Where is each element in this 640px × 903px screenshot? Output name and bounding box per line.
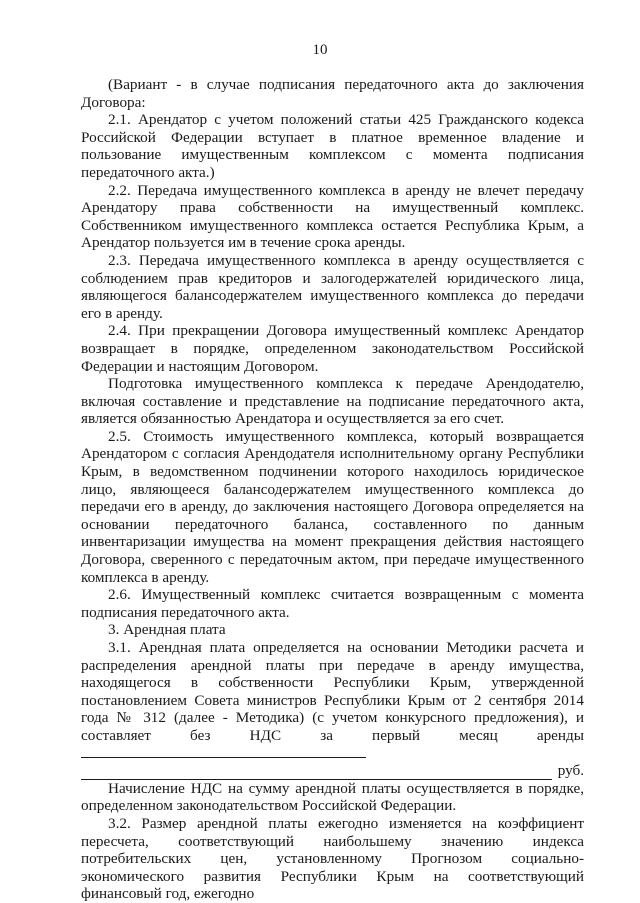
- paragraph-2-4: 2.4. При прекращении Договора имущественный комплекс Арендатор возвращает в порядке, определенном законодательством Российской Федерации и настоящим Договором.: [81, 322, 584, 375]
- section-3-heading: 3. Арендная плата: [108, 621, 226, 639]
- amount-blank-line: [81, 745, 366, 758]
- paragraph-3-2: 3.2. Размер арендной платы ежегодно изменяется на коэффициент пересчета, соответствующий наибольшему значению индекса потребительских цен, установленному Прогнозом социально-экономического развития Республики Крым на соответствующий финансовый год, ежегодно: [81, 814, 584, 903]
- currency-label: руб.: [557, 762, 584, 780]
- amount-continuation-line: [81, 762, 584, 780]
- paragraph-2-1: 2.1. Арендатор с учетом положений статьи 425 Гражданского кодекса Российской Федерации вступает в платное временное владение и пользование имущественным комплексом с момента подписания передаточного акта.): [81, 111, 584, 181]
- paragraph-2-6: 2.6. Имущественный комплекс считается возвращенным с момента подписания передаточного акта.: [81, 586, 584, 621]
- paragraph-variant: (Вариант - в случае подписания передаточного акта до заключения Договора:: [81, 76, 584, 111]
- paragraph-2-5: 2.5. Стоимость имущественного комплекса, который возвращается Арендатором с согласия Арендодателя исполнительному органу Республики Крым, в ведомственном подчинении которого находилось юридическое лицо, являющееся балансодержателем имущественного комплекса до передачи его в аренду, до заключения настоящего Договора определяется на основании передаточного баланса, составленного по данным инвентаризации имущества на момент прекращения действия настоящего Договора, сверенного с передаточным актом, при передаче имущественного комплекса в аренду.: [81, 427, 584, 586]
- paragraph-nds: Начисление НДС на сумму арендной платы осуществляется в порядке, определенном законодательством Российской Федерации.: [81, 779, 584, 815]
- document-body: [81, 76, 584, 903]
- paragraph-2-3: 2.3. Передача имущественного комплекса в аренду осуществляется с соблюдением прав кредиторов и залогодержателей юридического лица, являющегося балансодержателем имущественного комплекса до передачи его в аренду.: [81, 251, 584, 322]
- paragraph-preparation: Подготовка имущественного комплекса к передаче Арендодателю, включая составление и представление на подписание передаточного акта, является обязанностью Арендатора и осуществляется за его счет.: [81, 375, 584, 428]
- paragraph-3-1: [81, 639, 584, 762]
- paragraph-2-2: 2.2. Передача имущественного комплекса в аренду не влечет передачу Арендатору права собственности на имущественный комплекс. Собственником имущественного комплекса остается Республика Крым, а Арендатор пользуется им в течение срока аренды.: [81, 181, 584, 252]
- paragraph-3-1-text: 3.1. Арендная плата определяется на основании Методики расчета и распределения арендной платы при передаче в аренду имущества, находящегося в собственности Республики Крым, утвержденной постановлением Совета министров Республики Крым от 2 сентября 2014 года № 312 (далее - Методика) (с учетом конкурсного предложения), и составляет без НДС за первый месяц аренды: [81, 639, 584, 744]
- amount-blank-line-2: [81, 766, 552, 780]
- page-number: 10: [312, 42, 328, 58]
